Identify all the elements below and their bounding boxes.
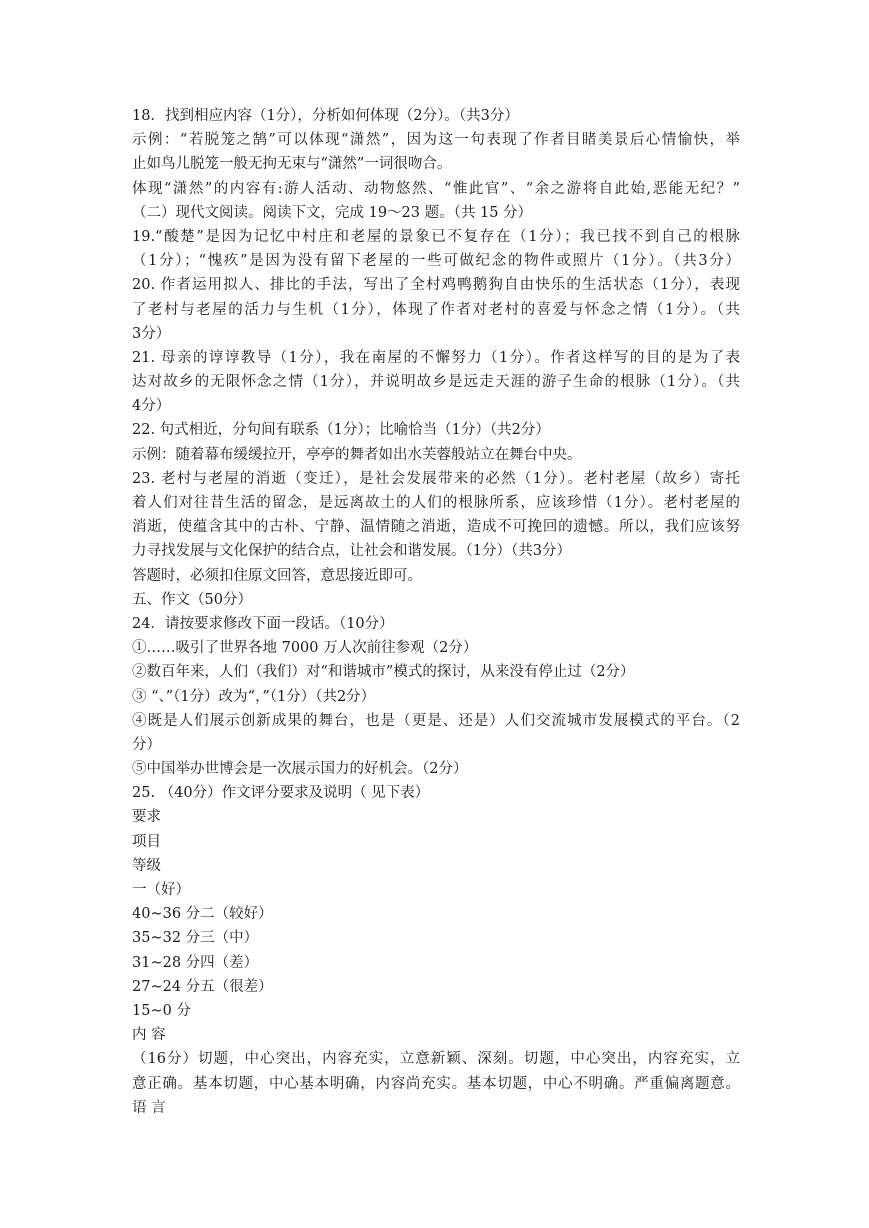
text-line: 22. 句式相近，分句间有联系（1分）；比喻恰当（1分）（共2分） [132,422,550,439]
text-line: 21. 母亲的谆谆教导（1分），我在南屋的不懈努力（1分）。作者这样写的目的是为了表 [132,349,740,366]
text-line: 分） [132,736,161,753]
text-line: 等级 [132,857,161,874]
text-line: 五、作文（50分） [132,591,252,608]
text-line: 了老村与老屋的活力与生机（1分），体现了作者对老村的喜爱与怀念之情（1分）。（共 [132,301,740,318]
text-line: 消逝，使蕴含其中的古朴、宁静、温情随之消逝，造成不可挽回的遗憾。所以，我们应该努 [132,519,740,536]
text-line: 25. （40分）作文评分要求及说明（ 见下表） [132,785,430,802]
text-line: 24．请按要求修改下面一段话。（10分） [132,615,394,632]
text-line: 4分） [132,398,171,415]
text-line: 31~28 分四（差） [132,954,259,971]
text-line: 着人们对往昔生活的留念，是远离故土的人们的根脉所系，应该珍惜（1分）。老村老屋的 [132,495,740,511]
text-line: 意正确。基本切题，中心基本明确，内容尚充实。基本切题，中心不明确。严重偏离题意。 [132,1075,740,1092]
text-line: 止如鸟儿脱笼一般无拘无束与“潇然”一词很吻合。 [132,156,452,173]
text-line: （二）现代文阅读。阅读下文，完成 19～23 题。（共 15 分） [132,204,533,221]
text-line: 项目 [132,833,161,850]
text-line: 35~32 分三（中） [132,930,259,947]
text-line: 18．找到相应内容（1分），分析如何体现（2分）。（共3分） [132,108,519,124]
text-line: 内 容 [132,1027,166,1044]
text-line: 20. 作者运用拟人、排比的手法，写出了全村鸡鸭鹅狗自由快乐的生活状态（1分），表现 [132,277,740,294]
text-line: 力寻找发展与文化保护的结合点，让社会和谐发展。（1分）（共3分） [132,543,571,560]
text-line: ④既是人们展示创新成果的舞台，也是（更是、还是）人们交流城市发展模式的平台。（2 [132,712,740,729]
text-line: 23. 老村与老屋的消逝（变迁），是社会发展带来的必然（1分）。老村老屋（故乡）寄托 [132,470,740,487]
text-line: 要求 [132,809,161,826]
text-line: 达对故乡的无限怀念之情（1分），并说明故乡是远走天涯的游子生命的根脉（1分）。（共 [132,374,740,391]
text-line: ①……吸引了世界各地 7000 万人次前往参观（2分） [132,640,478,657]
text-line: 40~36 分二（较好） [132,906,273,923]
text-line: 示例：随着幕布缓缓拉开，亭亭的舞者如出水芙蓉般站立在舞台中央。 [132,446,582,463]
text-line: （1分）；“愧疚”是因为没有留下老屋的一些可做纪念的物件或照片（1分）。（共3分） [132,253,740,270]
text-line: 3分） [132,325,171,342]
text-line: （16分）切题，中心突出，内容充实，立意新颖、深刻。切题，中心突出，内容充实，立 [132,1051,740,1068]
text-line: 27~24 分五（很差） [132,978,273,995]
text-line: 语 言 [132,1099,166,1116]
text-line: 体现“潇然”的内容有:游人活动、动物悠然、“惟此官”、“余之游将自此始,恶能无纪？” [132,180,740,197]
text-line: ③ “、”（1分）改为“，”（1分）（共2分） [132,688,376,705]
text-line: ②数百年来，人们（我们）对“和谐城市”模式的探讨，从来没有停止过（2分） [132,664,635,681]
text-line: 15~0 分 [132,1002,191,1019]
answer-key-text [132,104,740,1120]
text-line: 示例：“若脱笼之鹄”可以体现“潇然”，因为这一句表现了作者目睹美景后心情愉快，举 [132,132,740,149]
text-line: 19.“酸楚”是因为记忆中村庄和老屋的景象已不复存在（1分）；我已找不到自己的根脉 [132,228,740,245]
text-line: ⑤中国举办世博会是一次展示国力的好机会。（2分） [132,761,468,778]
text-line: 答题时，必须扣住原文回答，意思接近即可。 [132,567,422,584]
text-line: 一（好） [132,882,190,898]
